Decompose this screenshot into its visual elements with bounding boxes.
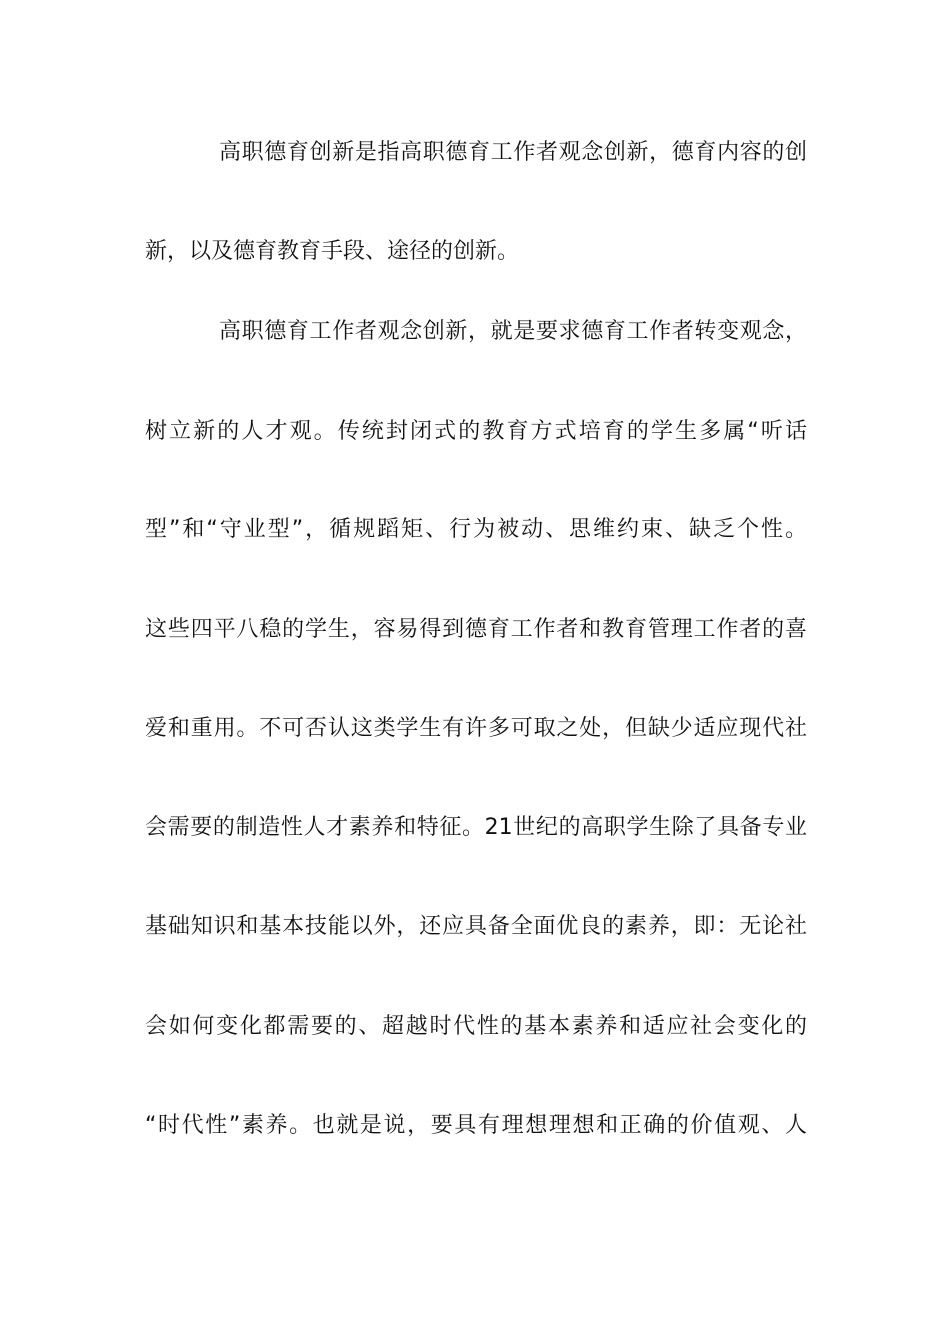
paragraph-1-line-1: 高职德育创新是指高职德育工作者观念创新，德育内容的创 — [219, 140, 807, 165]
paragraph-2-line-5: 爱和重用。不可否认这类学生有许多可取之处，但缺少适应现代社 — [145, 716, 807, 741]
paragraph-1-line-2: 新，以及德育教育手段、途径的创新。 — [145, 239, 520, 264]
paragraph-2-line-3: 型”和“守业型”，循规蹈矩、行为被动、思维约束、缺乏个性。 — [145, 517, 807, 542]
paragraph-2-line-2: 树立新的人才观。传统封闭式的教育方式培育的学生多属“听话 — [145, 419, 807, 444]
paragraph-2-line-9: “时代性”素养。也就是说，要具有理想理想和正确的价值观、人 — [145, 1113, 807, 1138]
paragraph-2-line-1: 高职德育工作者观念创新，就是要求德育工作者转变观念， — [219, 319, 807, 344]
paragraph-2-line-6: 会需要的制造性人才素养和特征。21世纪的高职学生除了具备专业 — [145, 815, 807, 840]
paragraph-2-line-7: 基础知识和基本技能以外，还应具备全面优良的素养，即：无论社 — [145, 914, 807, 939]
paragraph-2-line-4: 这些四平八稳的学生，容易得到德育工作者和教育管理工作者的喜 — [145, 617, 807, 642]
paragraph-2-line-8: 会如何变化都需要的、超越时代性的基本素养和适应社会变化的 — [145, 1014, 807, 1039]
